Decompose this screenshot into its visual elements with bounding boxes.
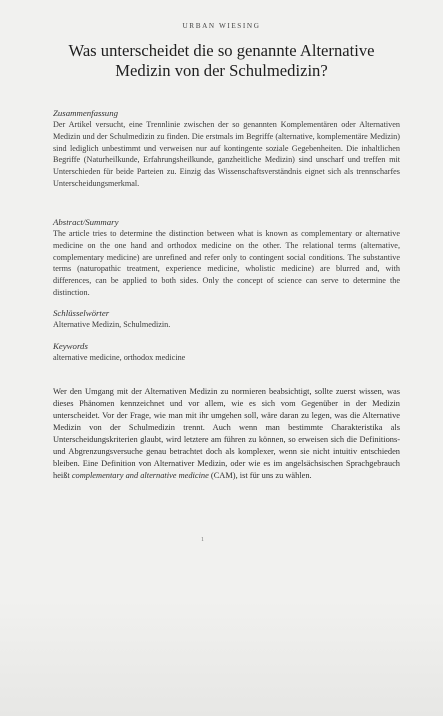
keywords-german-heading: Schlüsselwörter (53, 308, 110, 318)
body-text (53, 386, 400, 482)
abstract-german-heading: Zusammenfassung (53, 108, 119, 118)
keywords-english-text: alternative medicine, orthodox medicine (53, 353, 186, 362)
page-lower-margin (0, 600, 443, 716)
keywords-german (53, 308, 400, 331)
footnote-marker: 1 (201, 537, 204, 543)
abstract-english-text: The article tries to determine the distinction between what is known as complementary or alternative medicine on the one hand and orthodox medicine on the other. The relational terms (alternative, complementary medicine) are unrefined and refer only to contingent social conditions. The substantive terms (naturopathic treatment, experience medicine, wholistic medicine) are blurred and, with differences, can be applied to both sides. Only the concept of science can serve to determine the distinction. (53, 229, 400, 297)
keywords-german-text: Alternative Medizin, Schulmedizin. (53, 320, 171, 329)
abstract-german (53, 108, 400, 190)
body-paragraph (53, 386, 400, 482)
body-text-end: (CAM), ist für uns zu wählen. (208, 471, 312, 480)
body-text-plain: Wer den Umgang mit der Alternativen Medizin zu normieren beabsichtigt, sollte zuerst wissen, was dieses Phänomen kennzeichnet und vor allem, wie es sich vom Gegenüber in der Medizin unterscheidet. Vor der Frage, wie man mit ihr umgehen soll, wäre daran zu legen, was die Alternative Medizin von der Schulmedizin trennt. Auch wenn man bestimmte Charakteristika als Unterscheidungskriterien glaubt, wird letztere am führen zu können, so erweisen sich die Definitions- und Abgrenzungsversuche genau betrachtet doch als komplexer, wenn sie nicht intuitiv entschieden bleiben. Eine Definition von Alternativer Medizin, oder wie es im angelsächsischen Sprachgebrauch heißt (53, 387, 400, 480)
abstract-german-text: Der Artikel versucht, eine Trennlinie zwischen der so genannten Komplementären oder Alternativen Medizin und der Schulmedizin zu finden. Die erstmals im Begriffe (alternative, komplementäre Medizin) sind lediglich unbestimmt und verweisen nur auf kontingente soziale Gegebenheiten. Die inhaltlichen Begriffe (Naturheilkunde, Erfahrungsheilkunde, ganzheitliche Medizin) sind unscharf und treffen mit Unterschieden für beide Parteien zu. Einzig das Wissenschaftsverständnis eignet sich als trennscharfes Unterscheidungsmerkmal. (53, 120, 400, 188)
abstract-english-heading: Abstract/Summary (53, 217, 119, 227)
author-name: URBAN WIESING (182, 22, 261, 30)
keywords-english-heading: Keywords (53, 341, 88, 351)
keywords-english (53, 341, 400, 364)
article-title: Was unterscheidet die so genannte Alternative Medizin von der Schulmedizin? (68, 41, 375, 80)
body-text-italic-term: complementary and alternative medicine (71, 471, 209, 480)
abstract-english (53, 217, 400, 299)
